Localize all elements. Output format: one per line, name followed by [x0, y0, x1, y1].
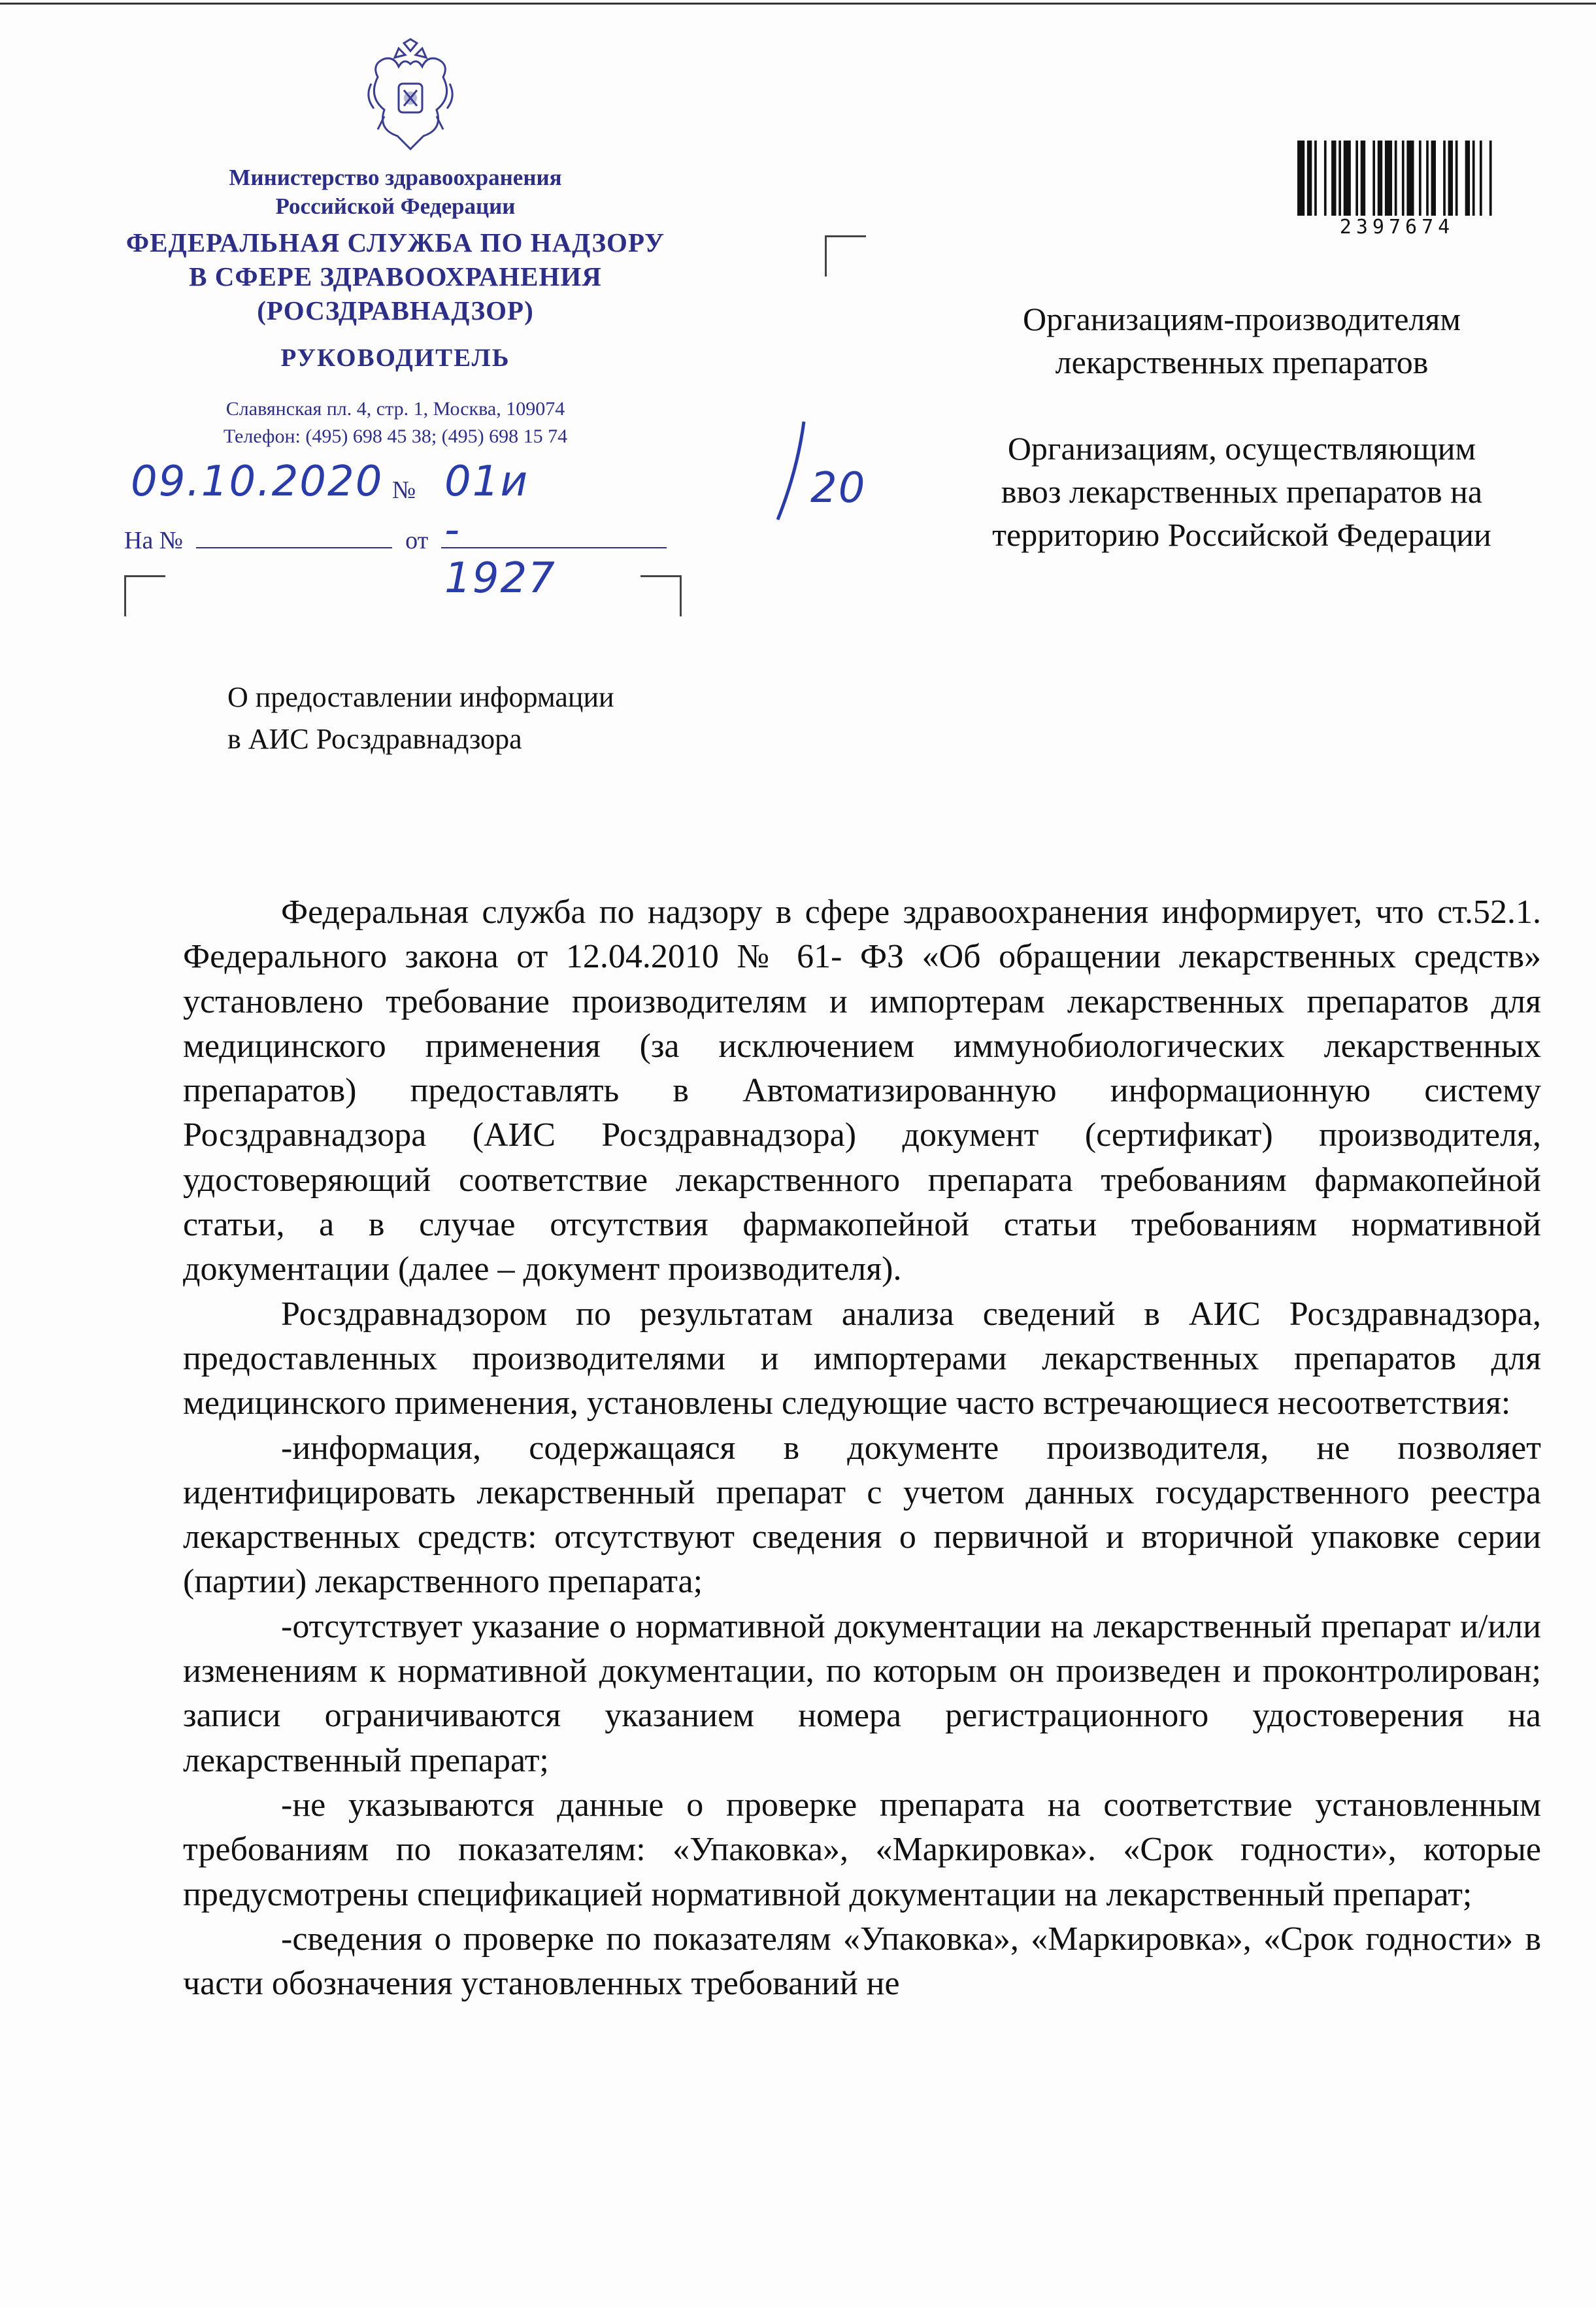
barcode-bar [1307, 141, 1312, 216]
barcode-bar [1344, 141, 1351, 216]
subject-block [227, 677, 614, 760]
barcode-bar [1361, 141, 1365, 216]
barcode-bar [1419, 141, 1421, 216]
addressee-manufacturers [928, 297, 1555, 384]
letter-body [183, 890, 1541, 2006]
addressee-block [928, 297, 1555, 599]
body-paragraph-1: Федеральная служба по надзору в сфере здравоохранения информирует, что ст.52.1. Федерального закона от 12.04.2010 № 61- ФЗ «Об обращении лекарственных средств» установлено требование производителям и импортерам лекарственных препаратов для медицинского применения (за исключением иммунобиологических лекарственных препаратов) предоставлять в Автоматизированную информационную систему Росздравнадзора (АИС Росздравнадзора) документ (сертификат) производителя, удостоверяющий соответствие лекарственного препарата требованиям фармакопейной статьи, а в случае отсутствия фармакопейной статьи требованиям нормативной документации (далее – документ производителя). [183, 894, 1541, 1288]
contact-block [98, 395, 693, 450]
top-border-line [0, 3, 1596, 5]
barcode-bar [1465, 141, 1470, 216]
barcode-bar [1406, 141, 1414, 216]
barcode-bar [1385, 141, 1392, 216]
barcode-bar [1297, 141, 1305, 216]
corner-mark-addressee [825, 235, 866, 276]
barcode-bar [1338, 141, 1341, 216]
handwritten-number: 01и - 1927 [444, 458, 556, 603]
barcode-number: 2397674 [1339, 216, 1455, 239]
addressee-line-5: территорию Российской Федерации [992, 516, 1491, 553]
barcode-bar [1331, 141, 1336, 216]
ministry-line-1: Министерство здравоохранения [229, 165, 562, 190]
ref-date-blank [441, 527, 667, 548]
body-paragraph-4: -отсутствует указание о нормативной документации на лекарственный препарат и/или изменениям к нормативной документации, по которым он произведен и проконтролирован; записи ограничиваются указанием номера регистрационного удостоверения на лекарственный препарат; [183, 1607, 1541, 1779]
corner-mark-right [640, 575, 682, 616]
subject-line-1: О предоставлении информации [227, 681, 614, 713]
addressee-importers [928, 427, 1555, 556]
barcode-bar [1324, 141, 1327, 216]
barcode-bar [1402, 141, 1405, 216]
body-paragraph-3: -информация, содержащаяся в документе производителя, не позволяет идентифицировать лекарственный препарат с учетом данных государственного реестра лекарственных средств: отсутствуют сведения о первичной и вторичной упаковке серии (партии) лекарственного препарата; [183, 1429, 1541, 1601]
corner-mark-left [124, 575, 165, 616]
service-line-1: ФЕДЕРАЛЬНАЯ СЛУЖБА ПО НАДЗОРУ [125, 227, 665, 258]
body-paragraph-5: -не указываются данные о проверке препарата на соответствие установленным требованиям по показателям: «Упаковка», «Маркировка». «Срок годности», которые предусмотрены спецификацией нормативной документации на лекарственный препарат; [183, 1786, 1541, 1913]
ministry-line-2: Российской Федерации [275, 193, 516, 219]
handwritten-number-suffix: 20 [810, 464, 867, 512]
reference-line [124, 526, 680, 555]
ref-number-blank [196, 527, 392, 548]
coat-of-arms-icon [358, 38, 463, 156]
addressee-line-4: ввоз лекарственных препаратов на [1001, 473, 1483, 510]
barcode-bar [1480, 141, 1482, 216]
address-line: Славянская пл. 4, стр. 1, Москва, 109074 [225, 398, 565, 420]
barcode-bar [1455, 141, 1458, 216]
addressee-line-1: Организациям-производителям [1023, 301, 1461, 337]
barcode-bar [1426, 141, 1429, 216]
service-name [98, 226, 693, 327]
barcode-bar [1448, 141, 1453, 216]
barcode-bar [1472, 141, 1475, 216]
service-line-2: В СФЕРЕ ЗДРАВООХРАНЕНИЯ [189, 261, 602, 292]
barcode-bar [1443, 141, 1446, 216]
ref-from-label: от [405, 527, 429, 554]
handwritten-date: 09.10.2020 [131, 458, 384, 506]
body-paragraph-6: -сведения о проверке по показателям «Упаковка», «Маркировка», «Срок годности» в части обозначения установленных требований не [183, 1920, 1541, 2003]
barcode-bar [1431, 141, 1436, 216]
barcode-icon [1297, 141, 1497, 216]
barcode-bar [1378, 141, 1382, 216]
barcode-bar [1314, 141, 1317, 216]
barcode-bar [1355, 141, 1358, 216]
service-line-3: (РОСЗДРАВНАДЗОР) [257, 295, 534, 326]
head-title: РУКОВОДИТЕЛЬ [280, 344, 510, 372]
ministry-name [98, 163, 693, 221]
ref-number-label: На № [124, 527, 184, 554]
barcode-bar [1489, 141, 1492, 216]
phone-line: Телефон: (495) 698 45 38; (495) 698 15 74 [223, 426, 568, 447]
addressee-line-2: лекарственных препаратов [1055, 344, 1429, 380]
addressee-line-3: Организациям, осуществляющим [1007, 430, 1476, 467]
barcode-bar [1372, 141, 1375, 216]
number-label: № [392, 477, 416, 504]
body-paragraph-2: Росздравнадзором по результатам анализа сведений в АИС Росздравнадзора, предоставленных производителями и импортерами лекарственных препаратов для медицинского применения, установлены следующие часто встречающиеся несоответствия: [183, 1295, 1541, 1422]
subject-line-2: в АИС Росздравнадзора [227, 723, 522, 755]
barcode-bar [1395, 141, 1397, 216]
